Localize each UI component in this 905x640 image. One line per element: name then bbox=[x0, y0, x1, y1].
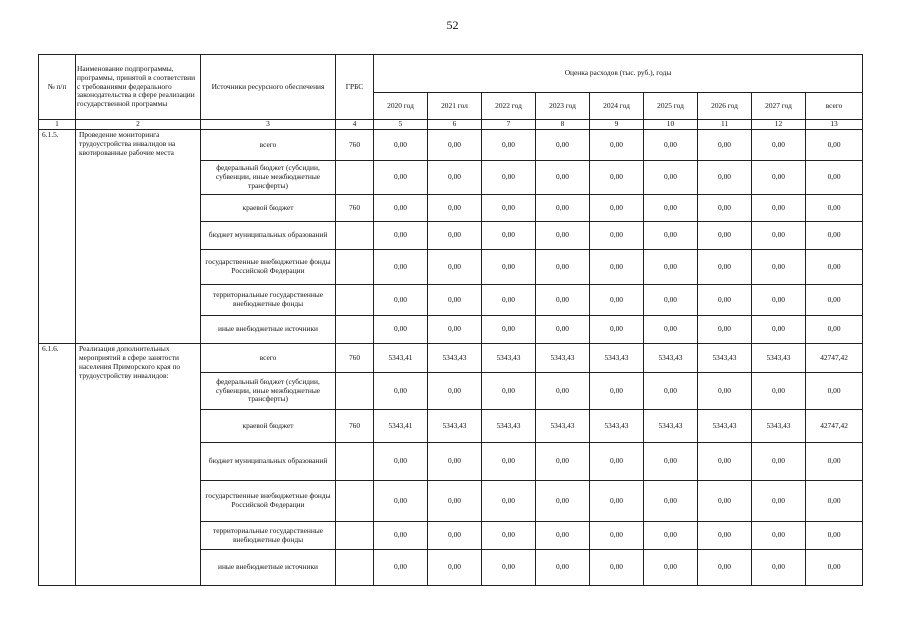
year-value: 0,00 bbox=[698, 250, 752, 285]
total-value: 42747,42 bbox=[806, 410, 863, 443]
grbs-code bbox=[336, 250, 374, 285]
year-value: 0,00 bbox=[698, 161, 752, 195]
year-value: 0,00 bbox=[752, 250, 806, 285]
year-value: 0,00 bbox=[644, 130, 698, 161]
year-value: 5343,41 bbox=[374, 410, 428, 443]
year-value: 0,00 bbox=[374, 522, 428, 550]
year-value: 0,00 bbox=[698, 373, 752, 410]
year-value: 0,00 bbox=[590, 373, 644, 410]
header-year: 2027 год bbox=[752, 93, 806, 120]
funding-source: территориальные государственные внебюджетные фонды bbox=[201, 285, 336, 316]
header-year: 2023 год bbox=[536, 93, 590, 120]
year-value: 5343,43 bbox=[644, 344, 698, 373]
year-value: 0,00 bbox=[536, 550, 590, 586]
page-number: 52 bbox=[446, 18, 459, 32]
year-value: 0,00 bbox=[590, 222, 644, 250]
grbs-code bbox=[336, 443, 374, 481]
year-value: 0,00 bbox=[752, 481, 806, 522]
year-value: 0,00 bbox=[428, 285, 482, 316]
total-value: 0,00 bbox=[806, 285, 863, 316]
year-value: 0,00 bbox=[374, 285, 428, 316]
header-name: Наименование подпрограммы, программы, принятой в соответствии с требованиями федерального законодательства в сфере реализации государственной программы bbox=[76, 55, 201, 120]
grbs-code bbox=[336, 373, 374, 410]
year-value: 0,00 bbox=[428, 130, 482, 161]
year-value: 0,00 bbox=[698, 316, 752, 344]
header-source: Источники ресурсного обеспечения bbox=[201, 55, 336, 120]
grbs-code: 760 bbox=[336, 410, 374, 443]
funding-source: федеральный бюджет (субсидии, субвенции, иные межбюджетные трансферты) bbox=[201, 161, 336, 195]
funding-source: краевой бюджет bbox=[201, 195, 336, 222]
year-value: 0,00 bbox=[536, 195, 590, 222]
year-value: 0,00 bbox=[644, 250, 698, 285]
year-value: 5343,43 bbox=[644, 410, 698, 443]
year-value: 0,00 bbox=[428, 550, 482, 586]
year-value: 5343,43 bbox=[752, 410, 806, 443]
year-value: 0,00 bbox=[482, 250, 536, 285]
year-value: 0,00 bbox=[752, 161, 806, 195]
grbs-code bbox=[336, 161, 374, 195]
year-value: 0,00 bbox=[644, 443, 698, 481]
year-value: 5343,43 bbox=[590, 344, 644, 373]
year-value: 0,00 bbox=[590, 550, 644, 586]
year-value: 0,00 bbox=[590, 443, 644, 481]
section-name: Реализация дополнительных мероприятий в сфере занятости населения Приморского края по трудоустройству инвалидов: bbox=[76, 344, 201, 586]
header-estimate: Оценка расходов (тыс. руб.), годы bbox=[374, 55, 863, 93]
year-value: 0,00 bbox=[698, 522, 752, 550]
year-value: 5343,43 bbox=[752, 344, 806, 373]
year-value: 0,00 bbox=[482, 130, 536, 161]
funding-source: федеральный бюджет (субсидии, субвенции, иные межбюджетные трансферты) bbox=[201, 373, 336, 410]
header-year: 2026 год bbox=[698, 93, 752, 120]
budget-table bbox=[38, 54, 863, 586]
year-value: 0,00 bbox=[644, 285, 698, 316]
year-value: 0,00 bbox=[698, 443, 752, 481]
column-number: 4 bbox=[336, 120, 374, 130]
grbs-code bbox=[336, 285, 374, 316]
header-year: 2025 год bbox=[644, 93, 698, 120]
header-year: 2021 гол bbox=[428, 93, 482, 120]
funding-source: иные внебюджетные источники bbox=[201, 550, 336, 586]
year-value: 5343,43 bbox=[536, 410, 590, 443]
year-value: 5343,41 bbox=[374, 344, 428, 373]
year-value: 0,00 bbox=[374, 550, 428, 586]
section-number: 6.1.6. bbox=[39, 344, 76, 586]
header-num: № п/п bbox=[39, 55, 76, 120]
year-value: 0,00 bbox=[536, 222, 590, 250]
year-value: 0,00 bbox=[644, 550, 698, 586]
year-value: 0,00 bbox=[752, 522, 806, 550]
year-value: 0,00 bbox=[590, 161, 644, 195]
year-value: 0,00 bbox=[428, 316, 482, 344]
total-value: 0,00 bbox=[806, 316, 863, 344]
year-value: 5343,43 bbox=[428, 410, 482, 443]
year-value: 0,00 bbox=[698, 195, 752, 222]
year-value: 0,00 bbox=[428, 250, 482, 285]
year-value: 0,00 bbox=[590, 522, 644, 550]
year-value: 0,00 bbox=[752, 195, 806, 222]
column-number: 6 bbox=[428, 120, 482, 130]
year-value: 0,00 bbox=[482, 550, 536, 586]
total-value: 0,00 bbox=[806, 443, 863, 481]
year-value: 0,00 bbox=[374, 481, 428, 522]
year-value: 0,00 bbox=[698, 130, 752, 161]
year-value: 0,00 bbox=[482, 443, 536, 481]
year-value: 0,00 bbox=[644, 161, 698, 195]
column-number: 3 bbox=[201, 120, 336, 130]
year-value: 0,00 bbox=[374, 373, 428, 410]
total-value: 0,00 bbox=[806, 195, 863, 222]
year-value: 0,00 bbox=[482, 316, 536, 344]
year-value: 0,00 bbox=[752, 373, 806, 410]
funding-source: государственные внебюджетные фонды Российской Федерации bbox=[201, 481, 336, 522]
year-value: 0,00 bbox=[428, 195, 482, 222]
year-value: 0,00 bbox=[698, 481, 752, 522]
year-value: 0,00 bbox=[482, 481, 536, 522]
funding-source: государственные внебюджетные фонды Российской Федерации bbox=[201, 250, 336, 285]
grbs-code: 760 bbox=[336, 195, 374, 222]
table-row bbox=[39, 344, 863, 373]
year-value: 5343,43 bbox=[590, 410, 644, 443]
column-number: 2 bbox=[76, 120, 201, 130]
year-value: 0,00 bbox=[374, 195, 428, 222]
year-value: 0,00 bbox=[698, 222, 752, 250]
header-year: 2022 год bbox=[482, 93, 536, 120]
header-year: всего bbox=[806, 93, 863, 120]
year-value: 0,00 bbox=[536, 130, 590, 161]
year-value: 0,00 bbox=[644, 481, 698, 522]
year-value: 0,00 bbox=[536, 522, 590, 550]
year-value: 0,00 bbox=[644, 522, 698, 550]
year-value: 0,00 bbox=[752, 285, 806, 316]
year-value: 5343,43 bbox=[698, 410, 752, 443]
year-value: 0,00 bbox=[698, 550, 752, 586]
year-value: 0,00 bbox=[590, 195, 644, 222]
year-value: 5343,43 bbox=[482, 410, 536, 443]
year-value: 0,00 bbox=[752, 443, 806, 481]
funding-source: краевой бюджет bbox=[201, 410, 336, 443]
total-value: 42747,42 bbox=[806, 344, 863, 373]
year-value: 0,00 bbox=[536, 285, 590, 316]
header-year: 2020 год bbox=[374, 93, 428, 120]
header-grbs: ГРБС bbox=[336, 55, 374, 120]
total-value: 0,00 bbox=[806, 481, 863, 522]
year-value: 0,00 bbox=[374, 222, 428, 250]
year-value: 0,00 bbox=[482, 373, 536, 410]
year-value: 0,00 bbox=[644, 195, 698, 222]
year-value: 5343,43 bbox=[482, 344, 536, 373]
total-value: 0,00 bbox=[806, 222, 863, 250]
header-year: 2024 год bbox=[590, 93, 644, 120]
year-value: 0,00 bbox=[374, 443, 428, 481]
year-value: 0,00 bbox=[482, 285, 536, 316]
year-value: 0,00 bbox=[536, 316, 590, 344]
funding-source: территориальные государственные внебюджетные фонды bbox=[201, 522, 336, 550]
funding-source: бюджет муниципальных образований bbox=[201, 443, 336, 481]
year-value: 0,00 bbox=[698, 285, 752, 316]
year-value: 0,00 bbox=[374, 161, 428, 195]
year-value: 0,00 bbox=[428, 222, 482, 250]
funding-source: иные внебюджетные источники bbox=[201, 316, 336, 344]
year-value: 0,00 bbox=[428, 481, 482, 522]
year-value: 0,00 bbox=[482, 195, 536, 222]
year-value: 0,00 bbox=[428, 373, 482, 410]
funding-source: бюджет муниципальных образований bbox=[201, 222, 336, 250]
year-value: 0,00 bbox=[536, 443, 590, 481]
column-number: 9 bbox=[590, 120, 644, 130]
total-value: 0,00 bbox=[806, 250, 863, 285]
year-value: 5343,43 bbox=[536, 344, 590, 373]
column-number: 13 bbox=[806, 120, 863, 130]
column-number: 7 bbox=[482, 120, 536, 130]
year-value: 5343,43 bbox=[428, 344, 482, 373]
funding-source: всего bbox=[201, 344, 336, 373]
year-value: 0,00 bbox=[644, 373, 698, 410]
grbs-code bbox=[336, 316, 374, 344]
year-value: 0,00 bbox=[644, 316, 698, 344]
grbs-code bbox=[336, 522, 374, 550]
column-number: 12 bbox=[752, 120, 806, 130]
year-value: 0,00 bbox=[590, 250, 644, 285]
grbs-code bbox=[336, 550, 374, 586]
column-number: 5 bbox=[374, 120, 428, 130]
year-value: 0,00 bbox=[590, 316, 644, 344]
total-value: 0,00 bbox=[806, 373, 863, 410]
column-number: 11 bbox=[698, 120, 752, 130]
total-value: 0,00 bbox=[806, 522, 863, 550]
grbs-code: 760 bbox=[336, 344, 374, 373]
total-value: 0,00 bbox=[806, 130, 863, 161]
section-number: 6.1.5. bbox=[39, 130, 76, 344]
funding-source: всего bbox=[201, 130, 336, 161]
year-value: 0,00 bbox=[374, 130, 428, 161]
grbs-code: 760 bbox=[336, 130, 374, 161]
year-value: 0,00 bbox=[536, 250, 590, 285]
year-value: 0,00 bbox=[752, 316, 806, 344]
column-number: 10 bbox=[644, 120, 698, 130]
total-value: 0,00 bbox=[806, 550, 863, 586]
year-value: 0,00 bbox=[752, 222, 806, 250]
grbs-code bbox=[336, 481, 374, 522]
year-value: 0,00 bbox=[536, 161, 590, 195]
year-value: 0,00 bbox=[428, 443, 482, 481]
section-name: Проведение мониторинга трудоустройства инвалидов на квотированные рабочие места bbox=[76, 130, 201, 344]
year-value: 0,00 bbox=[374, 316, 428, 344]
year-value: 0,00 bbox=[752, 130, 806, 161]
year-value: 0,00 bbox=[644, 222, 698, 250]
year-value: 0,00 bbox=[590, 481, 644, 522]
year-value: 0,00 bbox=[536, 373, 590, 410]
table-row bbox=[39, 130, 863, 161]
year-value: 0,00 bbox=[482, 161, 536, 195]
year-value: 0,00 bbox=[536, 481, 590, 522]
year-value: 0,00 bbox=[590, 285, 644, 316]
total-value: 0,00 bbox=[806, 161, 863, 195]
year-value: 0,00 bbox=[428, 161, 482, 195]
column-number: 1 bbox=[39, 120, 76, 130]
year-value: 0,00 bbox=[428, 522, 482, 550]
grbs-code bbox=[336, 222, 374, 250]
year-value: 0,00 bbox=[752, 550, 806, 586]
column-number: 8 bbox=[536, 120, 590, 130]
year-value: 0,00 bbox=[482, 522, 536, 550]
year-value: 5343,43 bbox=[698, 344, 752, 373]
year-value: 0,00 bbox=[482, 222, 536, 250]
year-value: 0,00 bbox=[590, 130, 644, 161]
year-value: 0,00 bbox=[374, 250, 428, 285]
